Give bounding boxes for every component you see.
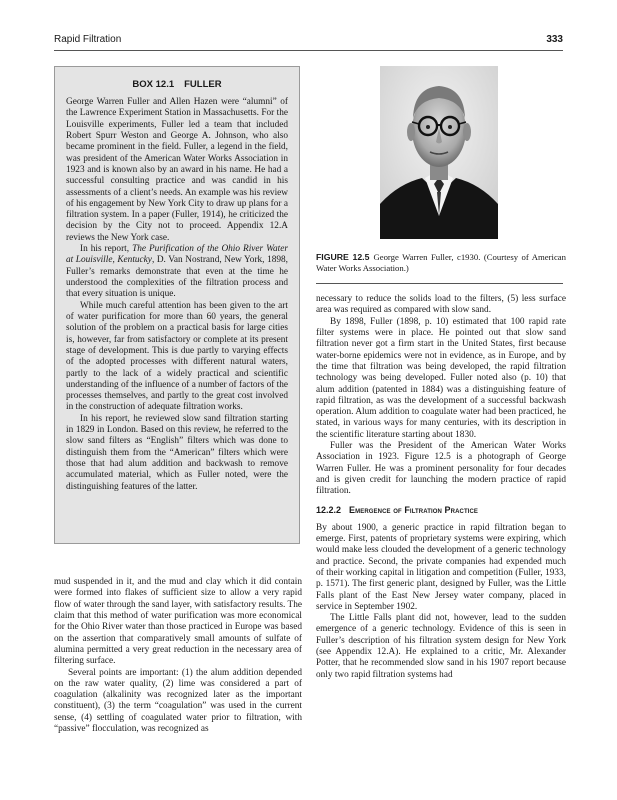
- report-title: The Purification of the Ohio River Water at Louisville, Kentucky: [66, 244, 288, 266]
- box-paragraph-2-tail: , D. Van Nostrand, New York, 1898, Fuller’s remarks demonstrate that even at the time he understood the complexities of the filtration process and that every situation is unique.: [66, 255, 288, 300]
- box-quote: While much careful attention has been given to the art of water purification for more than 60 years, the general solution of the problem on a practical basis for large cities is, however, far from satisfactory or complete at its present stage of development. This is due partly to varying effects of the adopted processes with different natural waters, partly to the lack of a widely practical and scientific understanding of the influence of a number of factors of the processes themselves, and partly to the great cost involved in the construction of adequate filtration works.: [66, 300, 289, 413]
- caption-rule: [316, 283, 563, 284]
- box-paragraph-1: George Warren Fuller and Allen Hazen were “alumni” of the Lawrence Experiment Station in Massachusetts. For the Louisville experiments, Fuller led a team that included Robert Spurr Weston and George A. Johnson, who also became prominent in the field. Fuller, a legend in the field, was president of the American Water Works Association in 1923 and is known also by an award in his name. He had a successful consulting practice and was candid in his assessments of a client’s needs. An example was his review of his engagement by New York City to draw up plans for a filtration system. In a paper (Fuller, 1914), he criticized the decision by the City not to proceed. Appendix 12.A reviews the New York case.: [66, 97, 288, 243]
- right-paragraph-1: necessary to reduce the solids load to the filters, (5) less surface area was required as compared with slow sand.: [316, 294, 566, 316]
- box-paragraph-2-lead: In his report,: [80, 244, 133, 255]
- box-name: FULLER: [184, 79, 222, 90]
- portrait-photo: [380, 66, 498, 239]
- box-label: BOX 12.1: [132, 79, 175, 90]
- left-paragraph-1: mud suspended in it, and the mud and clay which it did contain were formed into flakes of sufficient size to allow a very rapid flow of water through the sand layer, with satisfactory results. The claim that this method of water purification was more economical for the Ohio River water than those practiced in Europe was based on the assertion that comparatively small amounts of sulfate of alumina permitted a very great reduction in the necessary area of filtering surface.: [54, 577, 302, 667]
- figure-label: FIGURE 12.5: [316, 252, 370, 262]
- running-header: [54, 34, 563, 48]
- header-rule: [54, 50, 563, 51]
- box-title: [66, 79, 288, 90]
- right-paragraph-4: By about 1900, a generic practice in rapid filtration began to emerge. First, patents of proprietary systems were expiring, which would make less clouded the development of a generic technology and practice. Second, the private companies had expended much of their working capital in litigation and competition (Fuller, 1933, p. 1571). The first generic plant, designed by Fuller, was the Little Falls plant of the East New Jersey water company, placed in service in September 1902.: [316, 522, 566, 612]
- fuller-portrait-image: [380, 66, 498, 239]
- right-column: [316, 294, 566, 681]
- section-heading: [316, 505, 566, 515]
- left-column: [54, 577, 302, 735]
- figure-caption: [316, 252, 566, 274]
- right-paragraph-2: By 1898, Fuller (1898, p. 10) estimated that 100 rapid rate filter systems were in place. He pointed out that slow sand filtration never got a firm start in the United States, first because water-borne epidemics were not in evidence, as in Europe, and by the time that filtration was being developed, the rapid filtration technology was being developed. Fuller noted also (p. 10) that alum addition (patented in 1884) was a distinguishing feature of rapid filtration, as was the development of a successful backwash operation. Alum addition to coagulate water had been practiced, he stated, in various ways for many centuries, with its description in the scientific literature starting about 1830.: [316, 316, 566, 440]
- section-title: Emergence of Filtration Practice: [349, 504, 479, 515]
- figure-caption-text: George Warren Fuller, c1930. (Courtesy of American Water Works Association.): [316, 252, 566, 274]
- box-paragraph-2: [66, 244, 288, 301]
- chapter-title: Rapid Filtration: [54, 34, 122, 45]
- page-number: 333: [546, 34, 563, 45]
- left-paragraph-2: Several points are important: (1) the alum addition depended on the raw water quality, (2) lime was considered a part of coagulation (alkalinity was recognized later as the important constituent), (3) the term “coagulation” was used in the current sense, (4) settling of coagulated water prior to filtration, with “passive” flocculation, was recognized as: [54, 667, 302, 735]
- right-paragraph-3: Fuller was the President of the American Water Works Association in 1923. Figure 12.5 is a photograph of George Warren Fuller. He was a prominent personality for four decades and is given credit for launching the modern practice of rapid filtration.: [316, 441, 566, 497]
- section-number: 12.2.2: [316, 504, 342, 515]
- right-paragraph-5: The Little Falls plant did not, however, lead to the sudden emergence of a generic technology. Evidence of this is seen in Fuller’s description of his filtration system design for New York (see Appendix 12.A). He explained to a critic, Mr. Alexander Potter, that he recommended slow sand in his 1907 report because only two rapid filtration systems had: [316, 613, 566, 680]
- sidebar-box: [54, 66, 300, 544]
- box-paragraph-4: In his report, he reviewed slow sand filtration starting in 1829 in London. Based on this review, he referred to the slow sand filters as “English” filters which was done to distinguish them from the “American” filters which were those that had alum addition and backwash to remove accumulated material, which as Fuller noted, were the distinguishing features of the latter.: [66, 413, 288, 492]
